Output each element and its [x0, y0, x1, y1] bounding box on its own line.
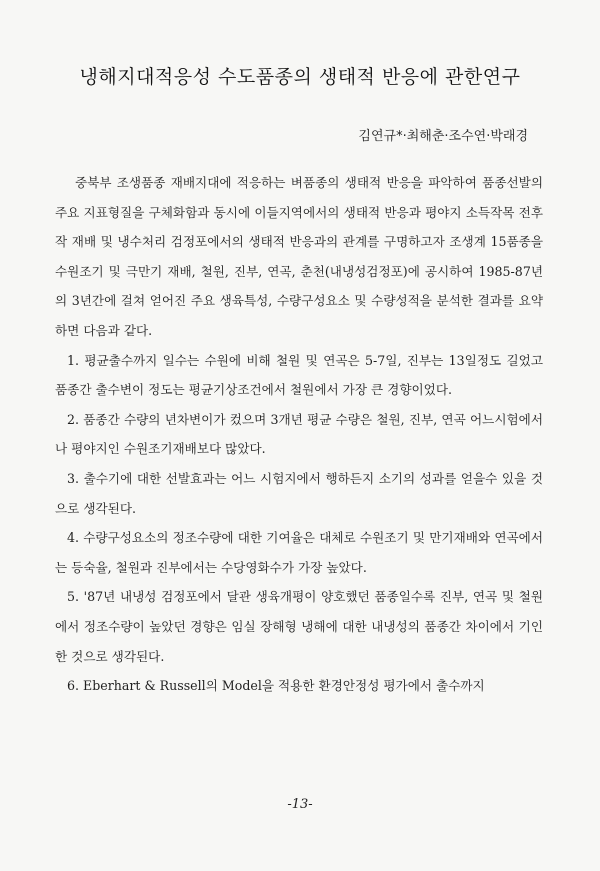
author-list: 김연규*·최해춘·조수연·박래경 — [358, 129, 528, 144]
finding-item-2: 2. 품종간 수량의 년차변이가 컸으며 3개년 평균 수량은 철원, 진부, 연곡 어느시험에서나 평야지인 수원조기재배보다 많았다. — [55, 411, 543, 457]
paper-title: 냉해지대적응성 수도품종의 생태적 반응에 관한연구 — [79, 66, 521, 88]
finding-item-5: 5. '87년 내냉성 검정포에서 달관 생육개평이 양호했던 품종일수록 진부, 연곡 및 철원에서 정조수량이 높았던 경향은 임실 장해형 냉해에 대한 내냉성의 품종간 차이에서 기인한 것으로 생각된다. — [55, 589, 543, 664]
page-number: -13- — [287, 797, 313, 812]
finding-item-6: 6. Eberhart & Russell의 Model을 적용한 환경안정성 평가에서 출수까지 — [67, 678, 485, 694]
abstract-body — [55, 168, 543, 701]
finding-item-4: 4. 수량구성요소의 정조수량에 대한 기여율은 대체로 수원조기 및 만기재배와 연곡에서는 등숙율, 철원과 진부에서는 수당영화수가 가장 높았다. — [55, 530, 543, 575]
finding-item-3: 3. 출수기에 대한 선발효과는 어느 시험지에서 행하든지 소기의 성과를 얻을수 있을 것으로 생각된다. — [55, 470, 543, 516]
finding-item-1: 1. 평균출수까지 일수는 수원에 비해 철원 및 연곡은 5-7일, 진부는 13일정도 길었고 품종간 출수변이 정도는 평균기상조건에서 철원에서 가장 큰 경향이었다. — [55, 352, 543, 398]
intro-paragraph: 중북부 조생품종 재배지대에 적응하는 벼품종의 생태적 반응을 파악하여 품종선발의 주요 지표형질을 구체화함과 동시에 이들지역에서의 생태적 반응과 평야지 소득작목 전후작 재배 및 냉수처리 검정포에서의 생태적 반응과의 관계를 구명하고자 조생계 15품종을 수원조기 및 극만기 재배, 철원, 진부, 연곡, 춘천(내냉성검정포)에 공시하여 1985-87년의 3년간에 걸쳐 얻어진 주요 생육특성, 수량구성요소 및 수량성적을 분석한 결과를 요약하면 다음과 같다. — [55, 175, 543, 338]
